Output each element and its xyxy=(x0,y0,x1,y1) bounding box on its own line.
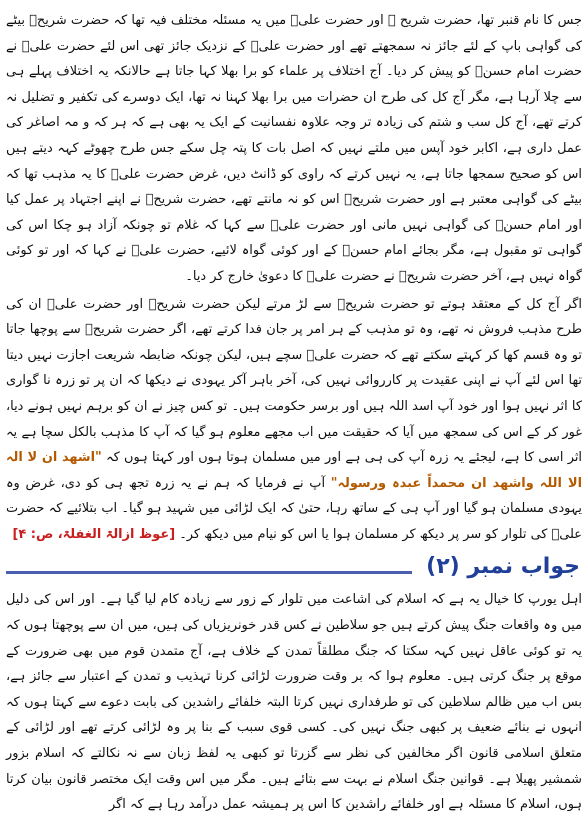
source-reference: [عوظ ازالۃ الغفلۃ، ص: ۴] xyxy=(12,526,176,542)
paragraph-jew-converts-text: اگر آج کل کے معتقد ہوتے تو حضرت شریحؒ سے لڑ مرتے لیکن حضرت شریحؒ اور حضرت علیؓ ان کی طرح مذہب فروش نہ تھے، وہ تو مذہب کے ہر امر پر جان فدا کرتے تھے، اگر حضرت شریحؒ سے پوچھا جاتا تو وہ قسم کھا کر کہتے سکتے تھے کہ حضرت علیؓ سچے ہیں، لیکن چونکہ ضابطہ شریعت اجازت نہیں دیتا تھا اس لئے آپ نے اپنی عقیدت پر کارروائی نہیں کی، آخر باہر آکر یہودی نے دیکھا کہ ان پر تو زرہ نا گواری کا اثر نہیں ہوا اور خود آپ اسد اللہ ہیں اور برسر حکومت ہیں۔ تو کس چیز نے ان کو برہم نہیں ہونے دیا، غور کر کے اس کی سمجھ میں آیا کہ حقیقت میں اب مجھے معلوم ہو گیا کہ آپ کا مذہب بالکل سچا ہے یہ اثر اسی کا ہے، لیجئے یہ زرہ آپ کی ہی ہے اور میں مسلمان ہوتا ہوں اور کہتا ہوں کہ xyxy=(6,296,582,466)
shahada-quote: "اشھد ان لا الہ الا اللہ واشھد ان محمداً عبدہ ورسولہ" xyxy=(6,450,582,491)
paragraph-jew-converts-tail: آپ نے فرمایا کہ ہم نے یہ زرہ تجھ ہی کو دی، غرض وہ یہودی مسلمان ہو گیا اور آپ ہی کے ساتھ رہا، حتیٰ کہ ایک لڑائی میں شہید ہو گیا۔ اب بتلائیے کہ حضرت علیؓ کی تلوار کو سر پر دیکھ کر مسلمان ہوا یا اس کو نیام میں دیکھ کر۔ xyxy=(6,475,582,542)
answer-heading: جواب نمبر (۲) xyxy=(426,554,580,580)
paragraph-europe-view: اہل یورپ کا خیال یہ ہے کہ اسلام کی اشاعت میں تلوار کے زور سے زیادہ کام لیا گیا ہے۔ اور اس کی دلیل میں وہ واقعات جنگ پیش کرتے ہیں جو سلاطین نے کس قدر خونریزیاں کی ہیں، میں ان سے پوچھتا ہوں کہ یہ تو کوئی عاقل نہیں کہہ سکتا کہ جنگ مطلقاً تمدن کے خلاف ہے، آج متمدن قوم میں بھی ضرورت کے موقع پر جنگ کرتی ہیں۔ معلوم ہوا کہ بر وقت ضرورت لڑائی کرنا تہذیب و تمدن کے اعتبار سے جائز ہے، بس اب میں ظالم سلاطین کی تو طرفداری نہیں کرتا البتہ خلفائے راشدین کی بابت دعوے سے کہتا ہوں کہ انہوں نے بنائے ضعیف پر کبھی جنگ نہیں کی۔ کسی قوی سبب کے بنا پر وہ لڑائی کرتے تھے اور لڑائی کے متعلق اسلامی قانون اگر مخالفین کی نظر سے گزرتا تو کبھی یہ لفظ زبان سے نہ نکالتے کہ اسلام بزور شمشیر پھیلا ہے۔ قوانین جنگ اسلام نے بہت سے بتائے ہیں۔ مگر میں اس وقت ایک مختصر قانون بیان کرتا ہوں، اسلام کا مسئلہ ہے اور خلفائے راشدین کا اس پر ہمیشہ عمل درآمد رہا ہے کہ اگر xyxy=(6,592,582,813)
answer-heading-row xyxy=(6,551,582,585)
paragraph-jew-converts xyxy=(6,292,582,548)
paragraph-shuraih: جس کا نام قنبر تھا، حضرت شریح ﷺ اور حضرت علیؓ میں یہ مسئلہ مختلف فیہ تھا کہ حضرت شریحؒ بیٹے کی گواہی باپ کے لئے جائز نہ سمجھتے تھے اور حضرت علیؓ کے نزدیک جائز تھی اس لئے حضرت علیؓ نے حضرت امام حسنؓ کو پیش کر دیا۔ آج اختلاف پر علماء کو برا بھلا کہا جاتا ہے حالانکہ یہ اختلاف پہلے ہی سے چلا آرہا ہے، مگر آج کل کی طرح ان حضرات میں برا بھلا کہنا نہ تھا، ایک دوسرے کی تکفیر و تضلیل نہ کرتے تھے، آج کل سب و شتم کی زیادہ تر وجہ علاوہ نفسانیت کے ایک یہ بھی ہے کہ ہر کہ و مہ اصاغر کی عمل داری ہے، اکابر خود آپس میں ملتے نہیں کہ اصل بات کا پتہ چل سکے جس طرح چھوٹے کہہ دیتے ہیں اس کو صحیح سمجھا جاتا ہے، یہ نہیں کرتے کہ راوی کو ڈانٹ دیں، غرض حضرت علیؓ کا یہ مذہب تھا کہ بیٹے کی گواہی معتبر ہے اور حضرت شریحؒ اس کو نہ مانتے تھے، حضرت شریحؒ نے اپنے اجتہاد پر عمل کیا اور امام حسنؓ کی گواہی نہیں مانی اور حضرت علیؓ سے کہا کہ غلام تو چونکہ آزاد ہو چکا اس کی گواہی تو مقبول ہے، مگر بجائے امام حسنؓ کے اور کوئی گواہ لائیے، حضرت علیؓ نے کہا کہ اور تو کوئی گواہ نہیں ہے، آخر حضرت شریحؒ نے حضرت علیؓ کا دعویٰ خارج کر دیا۔ xyxy=(6,13,582,284)
heading-underline xyxy=(6,571,412,574)
document-page xyxy=(6,8,582,818)
